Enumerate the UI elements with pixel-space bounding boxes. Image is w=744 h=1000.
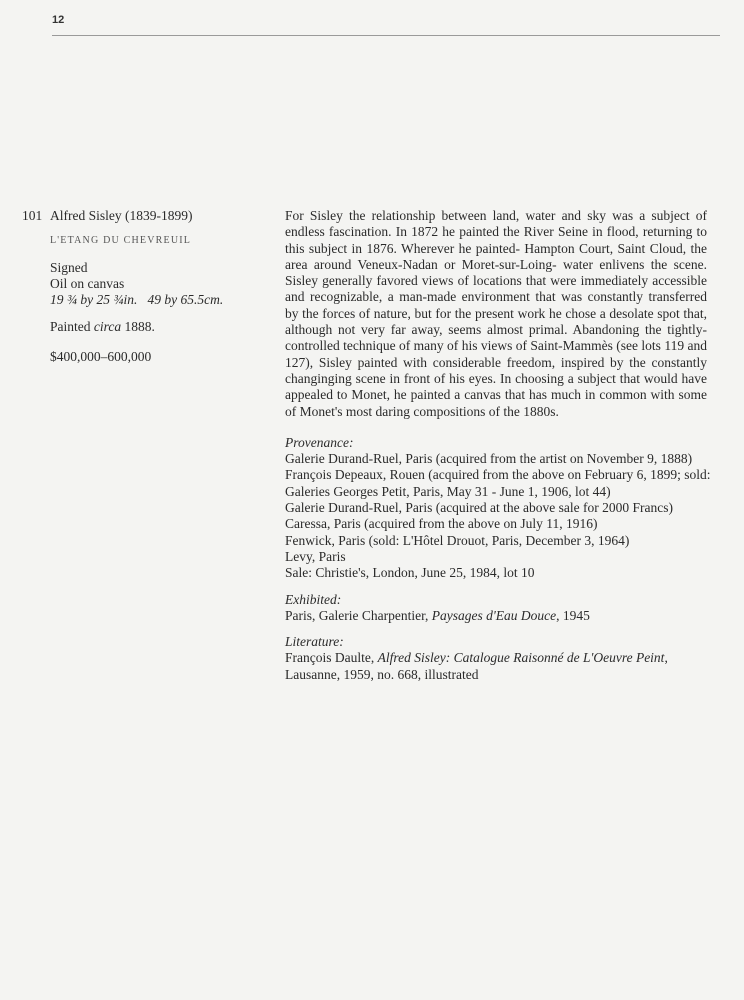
provenance-item: Galerie Durand-Ruel, Paris (acquired from the artist on November 9, 1888)	[285, 451, 693, 467]
lot-number: 101	[22, 208, 43, 223]
provenance-item: Galerie Durand-Ruel, Paris (acquired at the above sale for 2000 Francs)	[285, 500, 673, 516]
exhibited-suffix: , 1945	[556, 607, 590, 623]
exhibited-title: Paysages d'Eau Douce	[431, 607, 557, 623]
literature-title: Alfred Sisley: Catalogue Raisonné de L'Oeuvre Peint	[377, 650, 665, 666]
literature-heading: Literature:	[285, 634, 344, 650]
estimate: $400,000–600,000	[50, 349, 152, 364]
signed-note: Signed	[50, 260, 88, 275]
provenance-item: Caressa, Paris (acquired from the above on July 11, 1916)	[285, 516, 598, 532]
exhibited-heading: Exhibited:	[285, 591, 342, 607]
provenance-item: Fenwick, Paris (sold: L'Hôtel Drouot, Paris, December 3, 1964)	[285, 532, 630, 548]
artist-name: Alfred Sisley (1839-1899)	[50, 208, 193, 223]
provenance-item: Sale: Christie's, London, June 25, 1984, lot 10	[285, 565, 535, 581]
medium: Oil on canvas	[50, 276, 125, 291]
literature-prefix: François Daulte,	[285, 650, 378, 666]
provenance-item: Levy, Paris	[285, 548, 346, 564]
lot-details	[22, 208, 257, 365]
exhibited-entry	[285, 608, 707, 624]
painted-year: 1888.	[121, 319, 155, 334]
artwork-specs	[50, 260, 257, 308]
catalogue-text	[285, 208, 711, 683]
essay-paragraph: For Sisley the relationship between land, water and sky was a subject of endless fascination. In 1872 he painted the River Seine in flood, returning to this subject in 1876. Wherever he painted- Hampton Court, Saint Cloud, the area around Veneux-Nadan or Moret-sur-Loing- water enlivens the scene. Sisley generally favored views of locations that were immediately accessible and recognizable, a man-made environment that was constantly transferred by the forces of nature, but for the present work he chose a desolate spot that, although not very far away, seems almost primal. Abandoning the tightly-controlled technique of many of his views of Saint-Mammès (see lots 119 and 127), Sisley painted with considerable freedom, inspired by the constantly changinging scene in front of his eyes. In choosing a subject that would have appealed to Monet, he painted a canvas that has much in common with some of Monet's most daring compositions of the 1880s.	[285, 208, 707, 419]
provenance-heading: Provenance:	[285, 434, 354, 450]
painted-prefix: Painted	[50, 319, 94, 334]
painted-circa: circa	[93, 319, 122, 334]
lot-heading	[22, 208, 257, 224]
literature-entry	[285, 650, 707, 683]
header-rule	[52, 35, 720, 36]
page-number: 12	[52, 14, 65, 26]
literature-suffix: , Lausanne, 1959, no. 668, illustrated	[285, 650, 668, 682]
provenance-item: Galeries Georges Petit, Paris, May 31 - June 1, 1906, lot 44)	[285, 483, 611, 499]
exhibited-prefix: Paris, Galerie Charpentier,	[285, 607, 432, 623]
artwork-title: L'ETANG DU CHEVREUIL	[50, 235, 192, 246]
dimensions: 19 ¾ by 25 ¾in. 49 by 65.5cm.	[50, 292, 224, 307]
provenance-list	[285, 451, 711, 581]
provenance-item: François Depeaux, Rouen (acquired from the above on February 6, 1899; sold:	[285, 467, 711, 483]
painted-date	[50, 319, 257, 335]
